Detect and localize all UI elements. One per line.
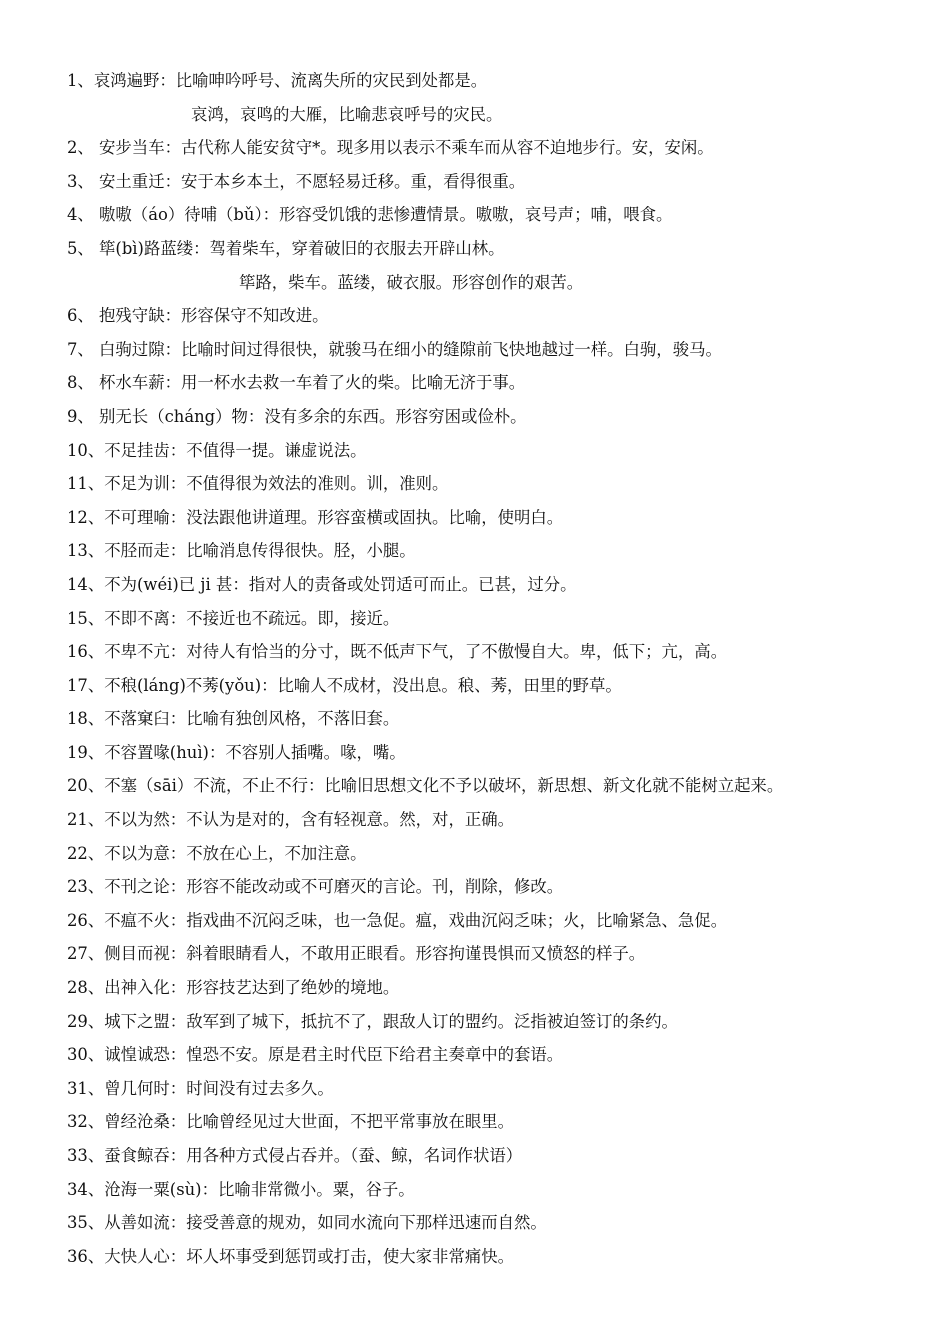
idiom-entry-line: 5、 筚(bì)路蓝缕：驾着柴车，穿着破旧的衣服去开辟山林。 <box>67 238 505 258</box>
idiom-entry-line: 30、诚惶诚恐：惶恐不安。原是君主时代臣下给君主奏章中的套语。 <box>67 1045 564 1065</box>
idiom-entry-line: 12、不可理喻：没法跟他讲道理。形容蛮横或固执。比喻，使明白。 <box>67 507 564 527</box>
idiom-entry-line: 13、不胫而走：比喻消息传得很快。胫，小腿。 <box>67 541 416 561</box>
idiom-entry-line: 15、不即不离：不接近也不疏远。即，接近。 <box>67 608 400 628</box>
idiom-entry-line: 35、从善如流：接受善意的规劝，如同水流向下那样迅速而自然。 <box>67 1213 547 1233</box>
idiom-entry-line: 21、不以为然：不认为是对的，含有轻视意。然，对，正确。 <box>67 810 515 830</box>
idiom-entry-line: 29、城下之盟：敌军到了城下，抵抗不了，跟敌人订的盟约。泛指被迫签订的条约。 <box>67 1011 678 1031</box>
idiom-entry-line: 26、不瘟不火：指戏曲不沉闷乏味，也一急促。瘟，戏曲沉闷乏味；火，比喻紧急、急促。 <box>67 910 728 930</box>
idiom-entry-line: 31、曾几何时：时间没有过去多久。 <box>67 1078 334 1098</box>
idiom-explanation-line: 筚路，柴车。蓝缕，破衣服。形容创作的艰苦。 <box>239 272 584 292</box>
idiom-entry-line: 3、 安土重迁：安于本乡本土，不愿轻易迁移。重，看得很重。 <box>67 171 526 191</box>
idiom-entry-line: 17、不稂(láng)不莠(yǒu)：比喻人不成材，没出息。稂、莠，田里的野草。 <box>67 675 622 695</box>
idiom-entry-line: 32、曾经沧桑：比喻曾经见过大世面，不把平常事放在眼里。 <box>67 1112 515 1132</box>
idiom-entry-line: 2、 安步当车：古代称人能安贫守*。现多用以表示不乘车而从容不迫地步行。安，安闲。 <box>67 138 714 158</box>
idiom-entry-line: 9、 别无长（cháng）物：没有多余的东西。形容穷困或俭朴。 <box>67 406 527 426</box>
idiom-explanation-line: 哀鸿，哀鸣的大雁，比喻悲哀呼号的灾民。 <box>191 104 503 124</box>
idiom-entry-line: 27、侧目而视：斜着眼睛看人，不敢用正眼看。形容拘谨畏惧而又愤怒的样子。 <box>67 944 646 964</box>
idiom-entry-line: 10、不足挂齿：不值得一提。谦虚说法。 <box>67 440 367 460</box>
idiom-entry-line: 36、大快人心：坏人坏事受到惩罚或打击，使大家非常痛快。 <box>67 1246 515 1266</box>
idiom-entry-line: 4、 嗷嗷（áo）待哺（bǔ）：形容受饥饿的悲惨遭情景。嗷嗷，哀号声；哺，喂食。 <box>67 205 673 225</box>
idiom-entry-line: 11、不足为训：不值得很为效法的准则。训，准则。 <box>67 474 449 494</box>
idiom-entry-line: 18、不落窠臼：比喻有独创风格，不落旧套。 <box>67 709 400 729</box>
idiom-entry-line: 34、沧海一粟(sù)：比喻非常微小。粟，谷子。 <box>67 1179 415 1199</box>
idiom-entry-line: 22、不以为意：不放在心上，不加注意。 <box>67 843 367 863</box>
idiom-entry-line: 8、 杯水车薪：用一杯水去救一车着了火的柴。比喻无济于事。 <box>67 373 526 393</box>
idiom-list <box>67 64 942 1273</box>
idiom-entry-line: 33、蚕食鲸吞：用各种方式侵占吞并。（蚕、鲸，名词作状语） <box>67 1146 523 1165</box>
idiom-entry-line: 28、出神入化：形容技艺达到了绝妙的境地。 <box>67 978 400 998</box>
idiom-entry-line: 16、不卑不亢：对待人有恰当的分寸，既不低声下气，了不傲慢自大。卑，低下；亢，高。 <box>67 642 728 662</box>
idiom-entry-line: 6、 抱残守缺：形容保守不知改进。 <box>67 306 329 326</box>
idiom-entry-line: 7、 白驹过隙：比喻时间过得很快，就骏马在细小的缝隙前飞快地越过一样。白驹，骏马。 <box>67 339 722 359</box>
idiom-entry-line: 19、不容置喙(huì)：不容别人插嘴。喙，嘴。 <box>67 742 406 762</box>
idiom-entry-line: 1、哀鸿遍野：比喻呻吟呼号、流离失所的灾民到处都是。 <box>67 71 488 90</box>
idiom-entry-line: 20、不塞（sāi）不流，不止不行：比喻旧思想文化不予以破坏，新思想、新文化就不能树立起来。 <box>67 776 784 796</box>
idiom-entry-line: 23、不刊之论：形容不能改动或不可磨灭的言论。刊，削除，修改。 <box>67 877 564 897</box>
idiom-entry-line: 14、不为(wéi)已 ji 甚：指对人的责备或处罚适可而止。已甚，过分。 <box>67 574 577 594</box>
